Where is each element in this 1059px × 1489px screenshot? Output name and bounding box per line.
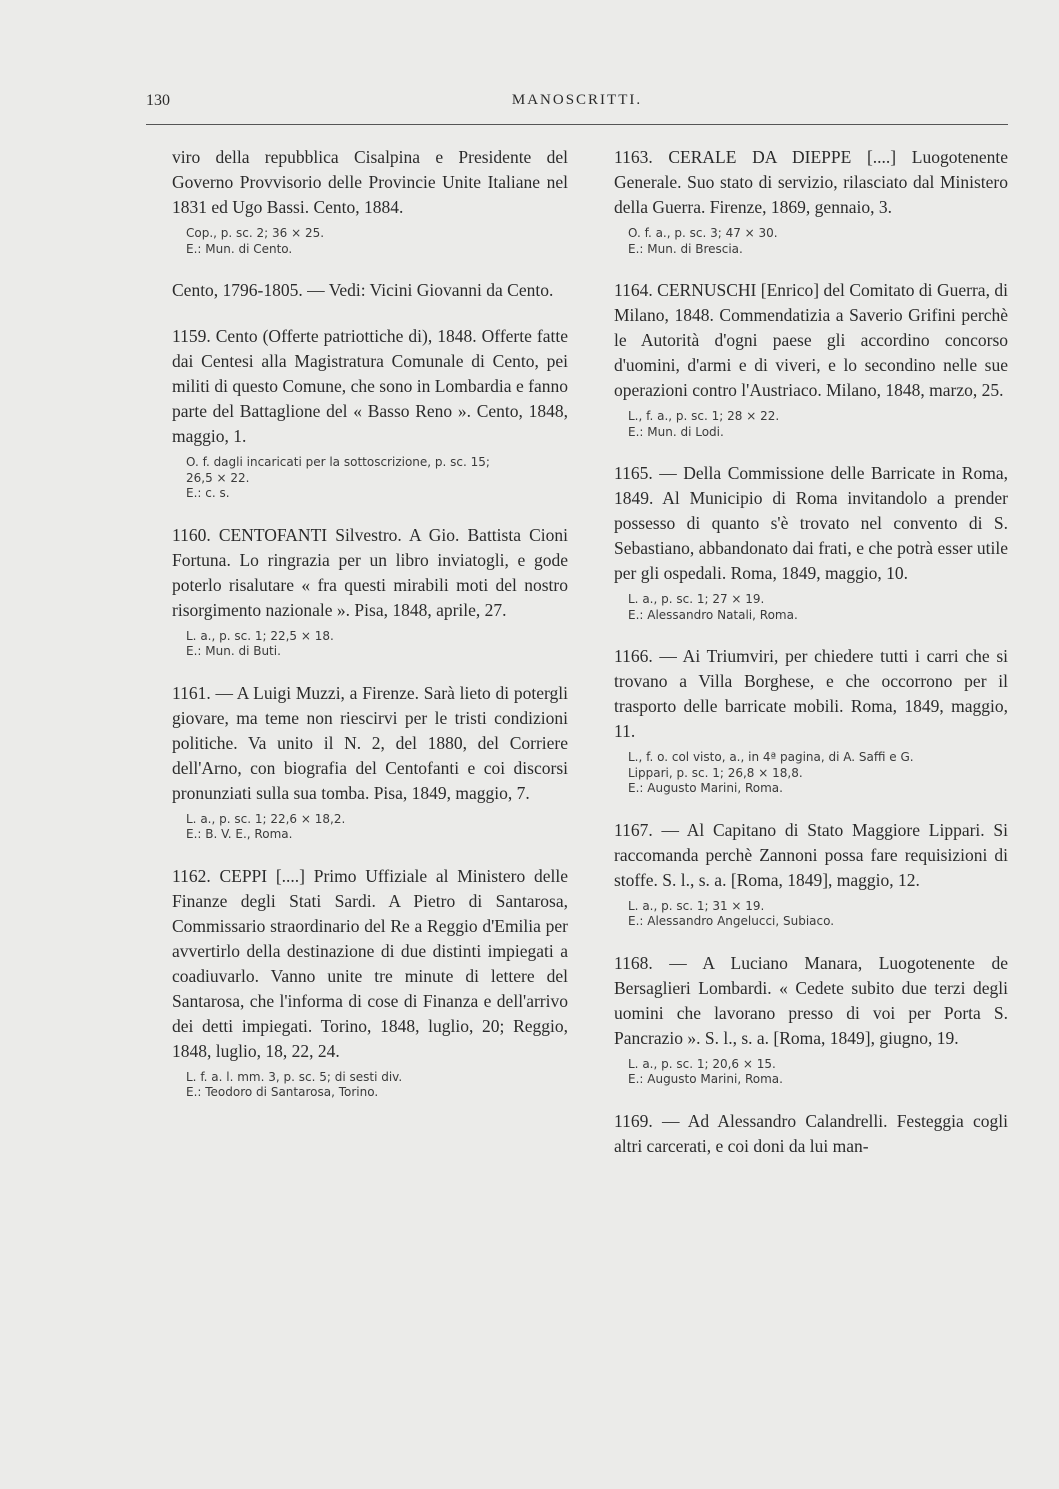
entry-notes <box>186 226 568 257</box>
catalog-entry <box>614 461 1008 623</box>
entry-notes <box>186 812 568 843</box>
entry-note-line: O. f. dagli incaricati per la sottoscrizione, p. sc. 15; <box>186 455 490 469</box>
catalog-entry <box>172 278 568 303</box>
catalog-entry <box>172 523 568 660</box>
header-rule <box>146 124 1008 125</box>
entry-note-line: Lippari, p. sc. 1; 26,8 × 18,8. <box>628 765 803 780</box>
catalog-entry <box>614 145 1008 257</box>
entry-note-line: E.: Mun. di Buti. <box>186 644 281 658</box>
entry-note-line: E.: B. V. E., Roma. <box>186 827 293 841</box>
catalog-entry <box>614 818 1008 930</box>
left-column <box>172 145 568 1122</box>
entry-notes <box>186 1070 568 1101</box>
entry-notes <box>186 455 568 502</box>
entry-notes <box>186 629 568 660</box>
entry-notes <box>628 592 1008 623</box>
entry-notes <box>628 750 1008 797</box>
entry-text: 1159. Cento (Offerte patriottiche di), 1848. Offerte fatte dai Centesi alla Magistratura Comunale di Cento, pei militi di questo Comune, che sono in Lombardia e fanno parte del Battaglione del « Basso Reno ». Cento, 1848, maggio, 1. <box>172 326 568 446</box>
entry-text: viro della repubblica Cisalpina e Presidente del Governo Provvisorio delle Provincie Unite Italiane nel 1831 ed Ugo Bassi. Cento, 1884. <box>172 147 568 217</box>
catalog-entry <box>172 145 568 257</box>
entry-note-line: E.: Mun. di Lodi. <box>628 424 724 439</box>
entry-note-line: E.: c. s. <box>186 486 230 500</box>
entry-note-line: L., f. o. col visto, a., in 4ª pagina, di A. Saffi e G. <box>628 750 914 764</box>
entry-text: Cento, 1796-1805. — Vedi: Vicini Giovanni da Cento. <box>172 280 554 300</box>
catalog-entry <box>614 951 1008 1088</box>
entry-note-line: L. a., p. sc. 1; 31 × 19. <box>628 898 765 913</box>
entry-note-line: E.: Augusto Marini, Roma. <box>628 1072 783 1086</box>
entry-note-line: L. a., p. sc. 1; 22,6 × 18,2. <box>186 811 346 826</box>
entry-text: 1167. — Al Capitano di Stato Maggiore Lippari. Si raccomanda perchè Zannoni possa fare requisizioni di stoffe. S. l., s. a. [Roma, 1849], maggio, 12. <box>614 819 1008 890</box>
entry-notes <box>628 1057 1008 1088</box>
running-title: MANOSCRITTI. <box>511 92 643 108</box>
entry-notes <box>628 226 1008 257</box>
entry-text: 1166. — Ai Triumviri, per chiedere tutti i carri che si trovano a Villa Borghese, e che occorrono per il trasporto delle barricate mobili. Roma, 1849, maggio, 11. <box>614 646 1008 741</box>
page-number: 130 <box>146 92 170 109</box>
catalog-entry <box>172 681 568 843</box>
right-column <box>614 145 1008 1180</box>
entry-note-line: L. a., p. sc. 1; 27 × 19. <box>628 592 765 606</box>
entry-text: 1163. CERALE DA DIEPPE [....] Luogotenente Generale. Suo stato di servizio, rilasciato dal Ministero della Guerra. Firenze, 1869, gennaio, 3. <box>614 147 1008 217</box>
entry-note-line: Cop., p. sc. 2; 36 × 25. <box>186 226 325 240</box>
catalog-entry <box>172 864 568 1101</box>
entry-notes <box>628 409 1008 440</box>
entry-text: 1164. CERNUSCHI [Enrico] del Comitato di Guerra, di Milano, 1848. Commendatizia a Saverio Grifini perchè le Autorità d'ogni paese gli accordino concorso d'uomini, d'armi e di viveri, e lo secondino nelle sue operazioni contro l'Austriaco. Milano, 1848, marzo, 25. <box>614 280 1008 400</box>
catalog-entry <box>614 1109 1008 1159</box>
catalog-entry <box>614 644 1008 797</box>
entry-text: 1160. CENTOFANTI Silvestro. A Gio. Battista Cioni Fortuna. Lo ringrazia per un libro inviatogli, e gode poterlo risalutare « fra questi mirabili moti del nostro risorgimento nazionale ». Pisa, 1848, aprile, 27. <box>172 524 568 620</box>
entry-note-line: O. f. a., p. sc. 3; 47 × 30. <box>628 226 778 240</box>
entry-note-line: E.: Alessandro Angelucci, Subiaco. <box>628 914 835 928</box>
entry-note-line: L., f. a., p. sc. 1; 28 × 22. <box>628 409 780 423</box>
entry-text: 1165. — Della Commissione delle Barricate in Roma, 1849. Al Municipio di Roma invitandolo a prender possesso di quanto s'è trovato nel convento di S. Sebastiano, abbandonato dai frati, e che potrà esser utile per gli ospedali. Roma, 1849, maggio, 10. <box>614 463 1008 583</box>
catalog-entry <box>614 278 1008 440</box>
entry-text: 1169. — Ad Alessandro Calandrelli. Festeggia cogli altri carcerati, e coi doni da lui man- <box>614 1110 1008 1156</box>
entry-note-line: E.: Mun. di Cento. <box>186 241 293 256</box>
entry-note-line: L. a., p. sc. 1; 20,6 × 15. <box>628 1056 776 1071</box>
entry-note-line: E.: Mun. di Brescia. <box>628 241 743 256</box>
entry-notes <box>628 899 1008 930</box>
entry-note-line: E.: Alessandro Natali, Roma. <box>628 607 798 622</box>
entry-note-line: E.: Augusto Marini, Roma. <box>628 781 783 795</box>
entry-text: 1161. — A Luigi Muzzi, a Firenze. Sarà lieto di potergli giovare, ma teme non riescirvi per le tristi condizioni politiche. Va unito il N. 2, del 1880, del Corriere dell'Arno, con biografia del Centofanti e coi discorsi pronunziati sulla sua tomba. Pisa, 1849, maggio, 7. <box>172 682 568 803</box>
page-header <box>146 92 1008 118</box>
entry-note-line: E.: Teodoro di Santarosa, Torino. <box>186 1085 379 1099</box>
entry-note-line: L. f. a. l. mm. 3, p. sc. 5; di sesti div. <box>186 1069 403 1084</box>
entry-note-line: L. a., p. sc. 1; 22,5 × 18. <box>186 628 334 643</box>
catalog-entry <box>172 324 568 502</box>
entry-text: 1162. CEPPI [....] Primo Uffiziale al Ministero delle Finanze degli Stati Sardi. A Pietro di Santarosa, Commissario straordinario del Re a Reggio d'Emilia per avvertirlo della destinazione di due distinti impiegati a coadiuvarlo. Vanno unite tre minute di lettere del Santarosa, che l'informa di cose di Finanza e dell'arrivo dei detti impiegati. Torino, 1848, luglio, 20; Reggio, 1848, luglio, 18, 22, 24. <box>172 865 568 1061</box>
entry-text: 1168. — A Luciano Manara, Luogotenente de Bersaglieri Lombardi. « Cedete subito due terzi degli uomini che lavorano presso di voi per Porta S. Pancrazio ». S. l., s. a. [Roma, 1849], giugno, 19. <box>614 952 1008 1048</box>
entry-note-line: 26,5 × 22. <box>186 470 250 485</box>
